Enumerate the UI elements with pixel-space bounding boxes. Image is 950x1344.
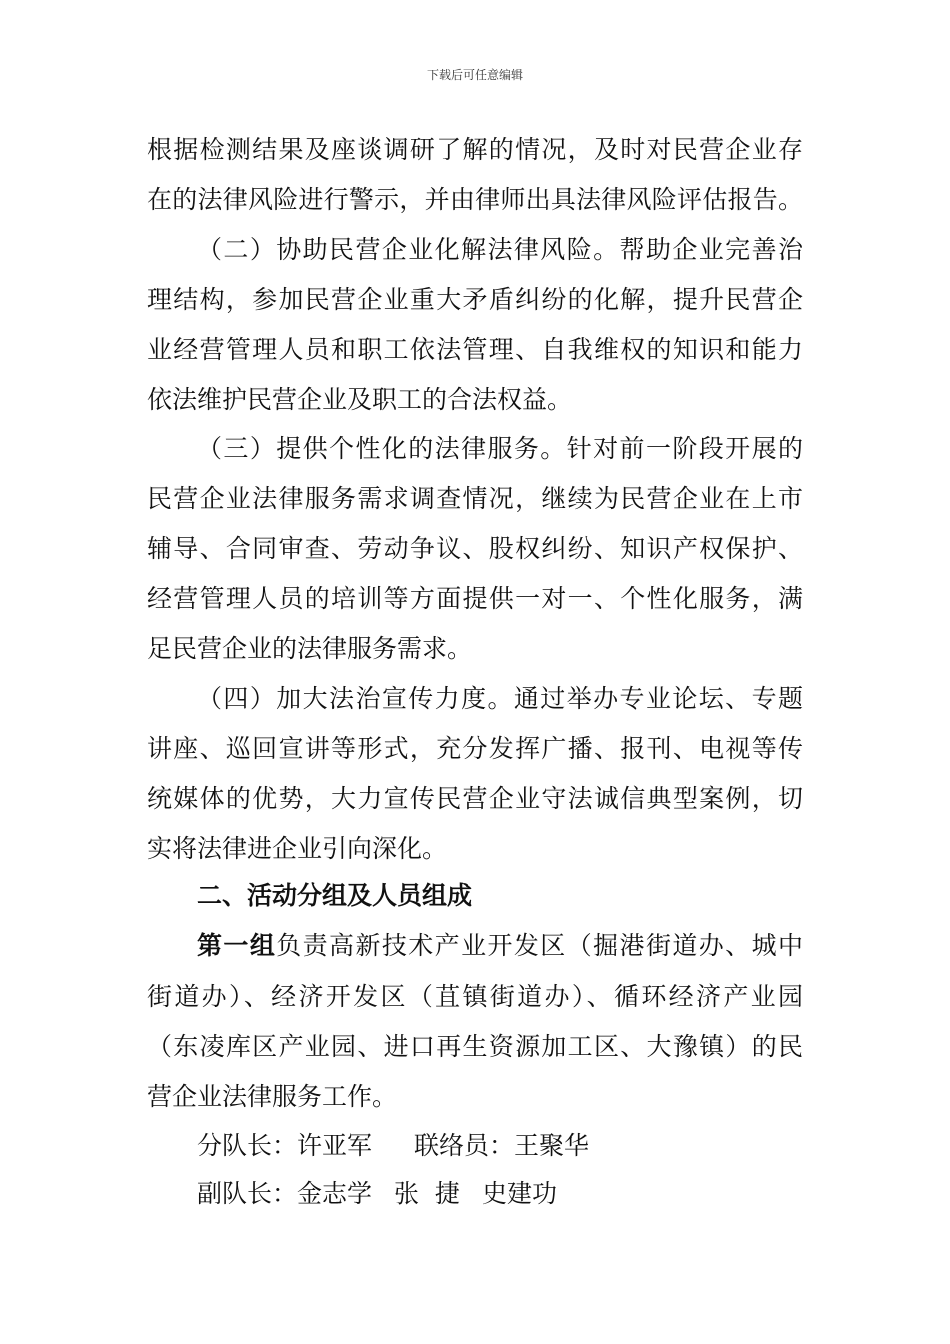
staff-line-leader [197, 1131, 803, 1161]
section-heading: 二、活动分组及人员组成 [197, 881, 473, 910]
deputy-label: 副队长： [197, 1179, 298, 1208]
paragraph-line: 民营企业法律服务需求调查情况，继续为民营企业在上市 [147, 484, 803, 513]
paragraph-line: 理结构，参加民营企业重大矛盾纠纷的化解，提升民营企 [147, 285, 803, 314]
paragraph-line: 辅导、合同审查、劳动争议、股权纠纷、知识产权保护、 [147, 534, 803, 563]
deputy-name: 金志学 [297, 1179, 373, 1208]
paragraph-line: （二）协助民营企业化解法律风险。帮助企业完善治 [197, 235, 803, 264]
paragraph-line: 讲座、巡回宣讲等形式，充分发挥广播、报刊、电视等传 [147, 734, 803, 763]
paragraph-line: （四）加大法治宣传力度。通过举办专业论坛、专题 [197, 684, 803, 713]
deputy-name: 张 捷 [394, 1179, 460, 1208]
staff-line-deputy [197, 1179, 803, 1209]
group-description: 负责高新技术产业开发区（掘港街道办、城中 [276, 931, 803, 960]
paragraph-line: 足民营企业的法律服务需求。 [147, 634, 473, 663]
paragraph-line: 营企业法律服务工作。 [147, 1082, 398, 1111]
paragraph-line: （三）提供个性化的法律服务。针对前一阶段开展的 [197, 434, 803, 463]
paragraph-line: 实将法律进企业引向深化。 [147, 834, 448, 863]
deputy-name: 史建功 [481, 1179, 557, 1208]
group-label: 第一组 [197, 931, 277, 960]
paragraph-line: 依法维护民营企业及职工的合法权益。 [147, 385, 573, 414]
paragraph-line: 业经营管理人员和职工依法管理、自我维权的知识和能力 [147, 335, 803, 364]
paragraph-line: 在的法律风险进行警示，并由律师出具法律风险评估报告。 [147, 185, 803, 214]
leader-label: 分队长： [197, 1131, 298, 1160]
paragraph-line: 根据检测结果及座谈调研了解的情况，及时对民营企业存 [147, 135, 803, 164]
paragraph-line: 统媒体的优势，大力宣传民营企业守法诚信典型案例，切 [147, 784, 803, 813]
page-header: 下载后可任意编辑 [426, 68, 523, 82]
liaison-label: 联络员： [414, 1131, 515, 1160]
paragraph-line: 经营管理人员的培训等方面提供一对一、个性化服务，满 [147, 584, 803, 613]
paragraph-line: （东凌库区产业园、进口再生资源加工区、大豫镇）的民 [147, 1032, 803, 1061]
paragraph-line [197, 931, 803, 961]
leader-name: 许亚军 [297, 1131, 373, 1160]
liaison-name: 王聚华 [514, 1131, 590, 1160]
paragraph-line: 街道办）、经济开发区（苴镇街道办）、循环经济产业园 [147, 982, 803, 1011]
